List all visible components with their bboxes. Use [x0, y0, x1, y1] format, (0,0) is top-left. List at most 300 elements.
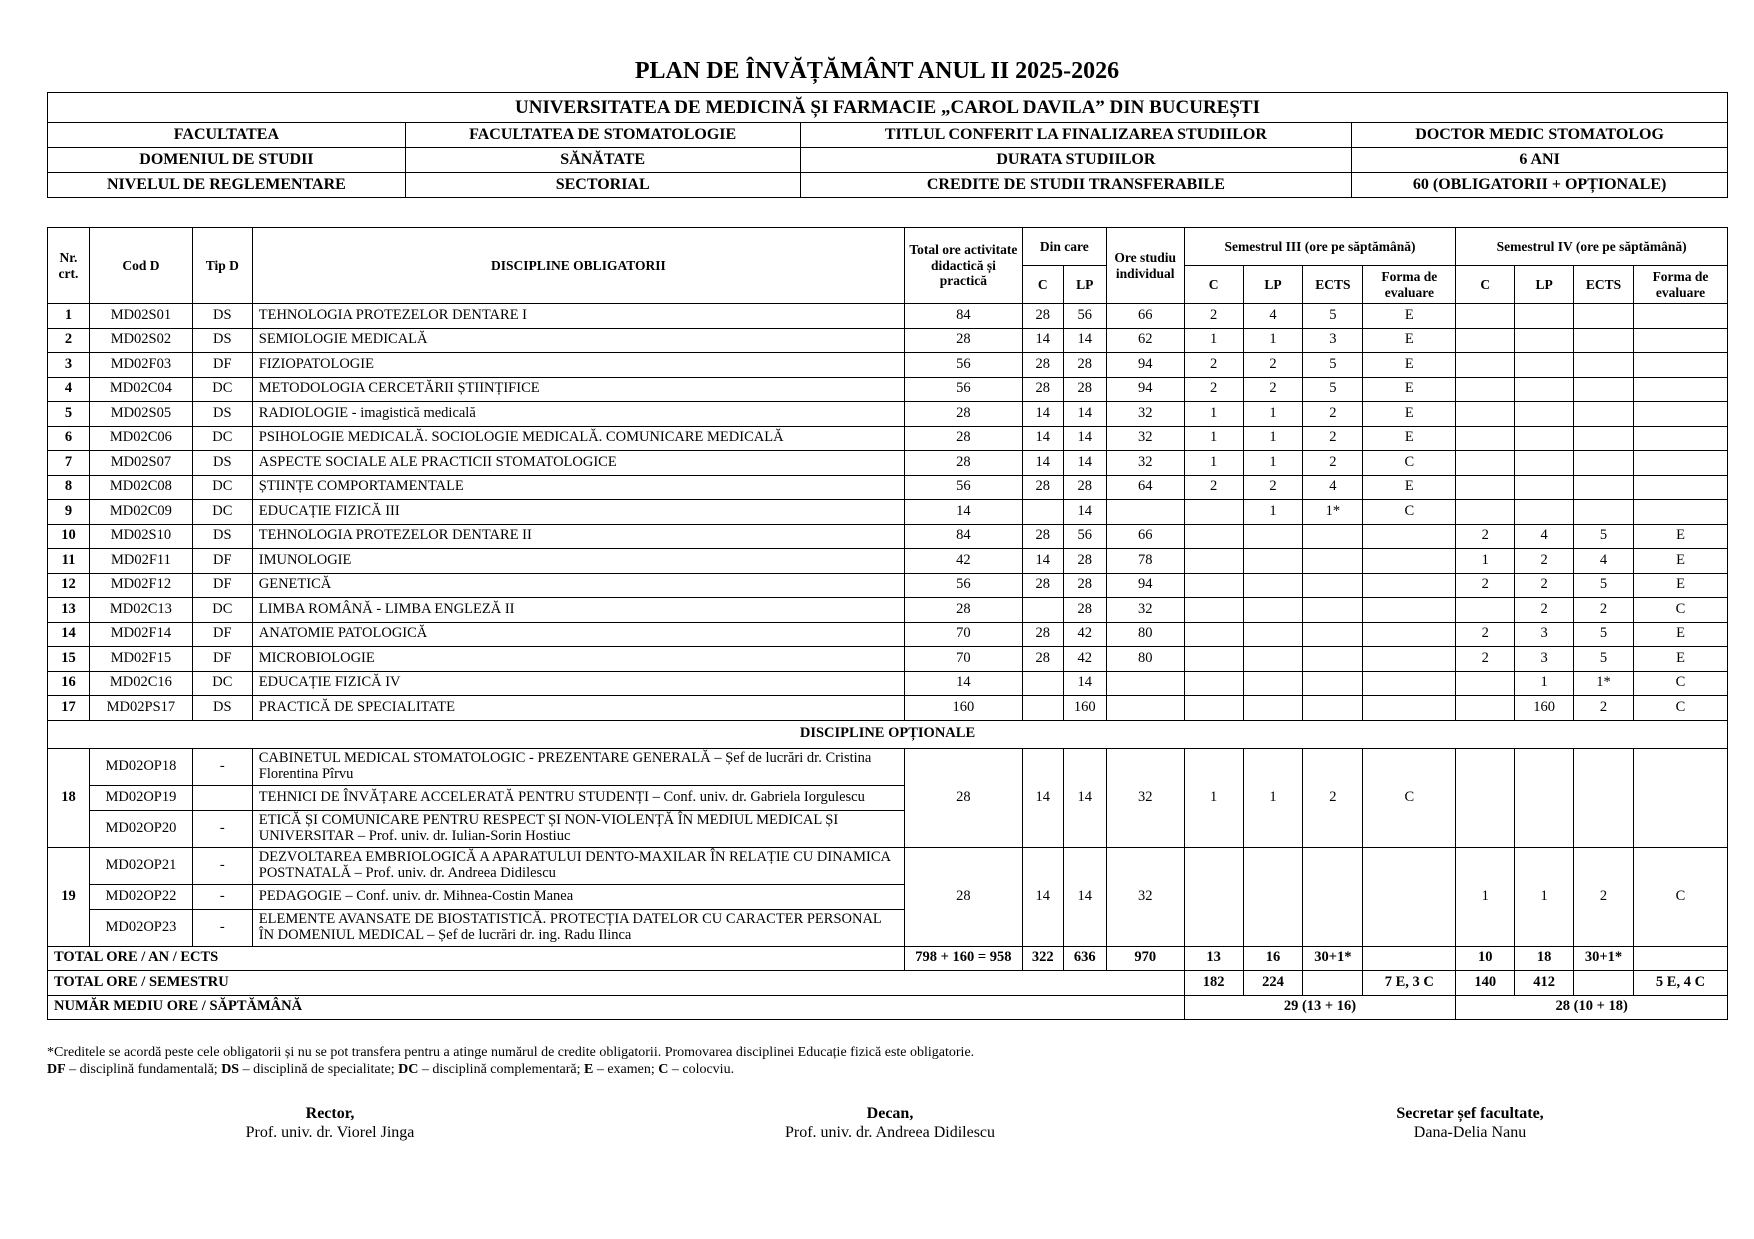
row-total: 56 [905, 353, 1023, 378]
optional-cod: MD02OP22 [89, 884, 192, 909]
row-tip: DS [192, 451, 252, 476]
signature-role: Secretar șef facultate, [1396, 1105, 1544, 1122]
row-s3f: E [1363, 402, 1456, 427]
row-s3ects: 2 [1303, 426, 1363, 451]
total-an-label: TOTAL ORE / AN / ECTS [48, 946, 905, 971]
row-cod: MD02S02 [89, 328, 192, 353]
row-cod: MD02F15 [89, 647, 192, 672]
row-s3c [1184, 549, 1243, 574]
row-s4f: C [1633, 671, 1727, 696]
row-c: 28 [1022, 647, 1063, 672]
row-s3f [1363, 573, 1456, 598]
table-row [48, 671, 1728, 696]
row-s4ects [1574, 402, 1634, 427]
row-s4c [1456, 353, 1515, 378]
row-tip: DF [192, 353, 252, 378]
row-ind: 32 [1106, 402, 1184, 427]
header-c: C [1022, 266, 1063, 304]
row-total: 28 [905, 598, 1023, 623]
row-s4ects: 1* [1574, 671, 1634, 696]
header-lp: LP [1063, 266, 1106, 304]
row-lp: 14 [1063, 402, 1106, 427]
signature-decan [740, 1104, 1040, 1142]
row-discipline: METODOLOGIA CERCETĂRII ȘTIINȚIFICE [252, 377, 904, 402]
row-nr: 7 [48, 451, 90, 476]
row-s4f: E [1633, 647, 1727, 672]
row-s3ects [1303, 573, 1363, 598]
header-ore-studiu: Ore studiu individual [1106, 228, 1184, 304]
optional-discipline: PEDAGOGIE – Conf. univ. dr. Mihnea-Costin Manea [252, 884, 904, 909]
legend-abbr: DS [221, 1062, 240, 1077]
optional-cod: MD02OP18 [89, 748, 192, 785]
row-s3lp: 1 [1243, 451, 1303, 476]
row-s3ects: 5 [1303, 304, 1363, 329]
row-lp: 56 [1063, 524, 1106, 549]
row-discipline: PRACTICĂ DE SPECIALITATE [252, 696, 904, 721]
row-s3ects [1303, 647, 1363, 672]
total-sem-s3c: 182 [1184, 971, 1243, 996]
group-s3f: C [1363, 748, 1456, 847]
row-c: 28 [1022, 475, 1063, 500]
info-value: DOCTOR MEDIC STOMATOLOG [1352, 123, 1728, 148]
signature-name: Prof. univ. dr. Viorel Jinga [245, 1124, 415, 1141]
row-s3lp: 1 [1243, 426, 1303, 451]
row-ind: 94 [1106, 573, 1184, 598]
optional-groups [48, 748, 1728, 946]
header-s4-ects: ECTS [1574, 266, 1634, 304]
row-s4c: 2 [1456, 647, 1515, 672]
row-ind [1106, 696, 1184, 721]
optional-discipline: CABINETUL MEDICAL STOMATOLOGIC - PREZENTARE GENERALĂ – Șef de lucrări dr. Cristina Florentina Pîrvu [252, 748, 904, 785]
row-s4f: C [1633, 696, 1727, 721]
total-an-s3lp: 16 [1243, 946, 1303, 971]
row-s4lp: 160 [1515, 696, 1574, 721]
info-value: SĂNĂTATE [405, 148, 800, 173]
row-lp: 28 [1063, 549, 1106, 574]
group-total: 28 [905, 847, 1023, 946]
row-s4c: 1 [1456, 549, 1515, 574]
row-s3ects [1303, 549, 1363, 574]
info-row [48, 148, 1728, 173]
row-s3lp [1243, 696, 1303, 721]
header-cod: Cod D [89, 228, 192, 304]
row-lp: 42 [1063, 647, 1106, 672]
optional-row [48, 748, 1728, 785]
row-total: 56 [905, 475, 1023, 500]
row-s4c [1456, 426, 1515, 451]
row-tip: DS [192, 304, 252, 329]
row-tip: DF [192, 647, 252, 672]
row-s3c: 2 [1184, 475, 1243, 500]
row-s3c [1184, 671, 1243, 696]
row-s3f: E [1363, 304, 1456, 329]
mandatory-disciplines [48, 304, 1728, 721]
row-ind: 78 [1106, 549, 1184, 574]
row-s3f [1363, 696, 1456, 721]
row-s3ects [1303, 524, 1363, 549]
row-s4lp: 3 [1515, 647, 1574, 672]
group-s3c [1184, 847, 1243, 946]
row-c: 28 [1022, 524, 1063, 549]
info-value: 6 ANI [1352, 148, 1728, 173]
row-s3lp [1243, 549, 1303, 574]
group-ind: 32 [1106, 847, 1184, 946]
row-s3c: 2 [1184, 304, 1243, 329]
row-discipline: PSIHOLOGIE MEDICALĂ. SOCIOLOGIE MEDICALĂ. COMUNICARE MEDICALĂ [252, 426, 904, 451]
row-cod: MD02C04 [89, 377, 192, 402]
optional-tip: - [192, 884, 252, 909]
row-s3ects [1303, 622, 1363, 647]
row-total: 42 [905, 549, 1023, 574]
row-s3lp: 1 [1243, 328, 1303, 353]
row-tip: DC [192, 598, 252, 623]
credit-note: *Creditele se acordă peste cele obligatorii și nu se pot transfera pentru a atinge numărul de credite obligatorii. Promovarea disciplinei Educație fizică este obligatorie. [47, 1045, 975, 1060]
row-s3c [1184, 696, 1243, 721]
row-tip: DC [192, 377, 252, 402]
row-s4ects [1574, 353, 1634, 378]
info-label: DOMENIUL DE STUDII [48, 148, 406, 173]
row-s4ects [1574, 475, 1634, 500]
row-discipline: ANATOMIE PATOLOGICĂ [252, 622, 904, 647]
row-total: 160 [905, 696, 1023, 721]
group-s3lp [1243, 847, 1303, 946]
row-s4ects [1574, 500, 1634, 525]
row-s4f [1633, 402, 1727, 427]
row-s3ects [1303, 598, 1363, 623]
medie-row [48, 995, 1728, 1020]
row-tip: DC [192, 475, 252, 500]
row-s4f: C [1633, 598, 1727, 623]
row-s3lp: 1 [1243, 500, 1303, 525]
row-cod: MD02C08 [89, 475, 192, 500]
row-s4f [1633, 304, 1727, 329]
row-discipline: TEHNOLOGIA PROTEZELOR DENTARE II [252, 524, 904, 549]
optional-tip: - [192, 847, 252, 884]
row-s3f [1363, 524, 1456, 549]
row-ind: 80 [1106, 647, 1184, 672]
row-s4f [1633, 451, 1727, 476]
table-row [48, 549, 1728, 574]
medie-s4: 28 (10 + 18) [1456, 995, 1728, 1020]
faculty-info-table [47, 92, 1728, 198]
info-label: TITLUL CONFERIT LA FINALIZAREA STUDIILOR [800, 123, 1352, 148]
row-s4f: E [1633, 573, 1727, 598]
curriculum-table [47, 227, 1728, 1020]
row-s4f [1633, 328, 1727, 353]
row-s3c [1184, 598, 1243, 623]
row-c [1022, 696, 1063, 721]
table-row [48, 500, 1728, 525]
optional-discipline: ELEMENTE AVANSATE DE BIOSTATISTICĂ. PROTECȚIA DATELOR CU CARACTER PERSONAL ÎN DOMENIUL MEDICAL – Șef de lucrări dr. ing. Radu Ilinca [252, 909, 904, 946]
row-s4c: 2 [1456, 573, 1515, 598]
row-c [1022, 500, 1063, 525]
row-lp: 28 [1063, 377, 1106, 402]
row-s3f: C [1363, 451, 1456, 476]
row-ind: 64 [1106, 475, 1184, 500]
group-total: 28 [905, 748, 1023, 847]
row-s4f [1633, 426, 1727, 451]
row-nr: 1 [48, 304, 90, 329]
row-cod: MD02F12 [89, 573, 192, 598]
row-s4ects: 5 [1574, 622, 1634, 647]
row-cod: MD02C13 [89, 598, 192, 623]
row-lp: 160 [1063, 696, 1106, 721]
total-sem-s3ects [1303, 971, 1363, 996]
row-s4lp: 2 [1515, 549, 1574, 574]
table-row [48, 696, 1728, 721]
row-s4c [1456, 328, 1515, 353]
row-ind: 94 [1106, 377, 1184, 402]
row-s3c: 1 [1184, 426, 1243, 451]
medie-label: NUMĂR MEDIU ORE / SĂPTĂMÂNĂ [48, 995, 1185, 1020]
row-s4ects [1574, 377, 1634, 402]
total-an-s3f [1363, 946, 1456, 971]
row-s3ects: 4 [1303, 475, 1363, 500]
total-an-ind: 970 [1106, 946, 1184, 971]
header-semestrul-4: Semestrul IV (ore pe săptămână) [1456, 228, 1728, 266]
row-s4ects: 4 [1574, 549, 1634, 574]
row-total: 14 [905, 671, 1023, 696]
row-s3lp [1243, 647, 1303, 672]
row-s3c: 1 [1184, 328, 1243, 353]
row-s4lp [1515, 475, 1574, 500]
row-ind: 62 [1106, 328, 1184, 353]
table-row [48, 524, 1728, 549]
row-tip: DC [192, 671, 252, 696]
row-s4c [1456, 598, 1515, 623]
row-tip: DS [192, 402, 252, 427]
row-cod: MD02S10 [89, 524, 192, 549]
header-discipline: DISCIPLINE OBLIGATORII [252, 228, 904, 304]
legend-text: – examen; [593, 1062, 659, 1077]
total-an-total: 798 + 160 = 958 [905, 946, 1023, 971]
legend-abbr: E [583, 1062, 594, 1077]
row-cod: MD02F11 [89, 549, 192, 574]
row-s4lp [1515, 451, 1574, 476]
group-s3f [1363, 847, 1456, 946]
legend-abbr: DF [47, 1062, 66, 1077]
row-s3ects [1303, 696, 1363, 721]
row-discipline: EDUCAȚIE FIZICĂ IV [252, 671, 904, 696]
row-discipline: TEHNOLOGIA PROTEZELOR DENTARE I [252, 304, 904, 329]
row-s3lp: 1 [1243, 402, 1303, 427]
header-s3-c: C [1184, 266, 1243, 304]
row-s3c [1184, 500, 1243, 525]
row-ind: 32 [1106, 598, 1184, 623]
row-s3ects [1303, 671, 1363, 696]
legend-abbr: C [658, 1062, 669, 1077]
row-total: 84 [905, 304, 1023, 329]
header-s3-forma: Forma de evaluare [1363, 266, 1456, 304]
optional-tip [192, 785, 252, 810]
row-s4lp [1515, 304, 1574, 329]
row-s4ects [1574, 426, 1634, 451]
row-nr: 3 [48, 353, 90, 378]
table-row [48, 647, 1728, 672]
row-cod: MD02C09 [89, 500, 192, 525]
row-s4lp [1515, 328, 1574, 353]
row-lp: 14 [1063, 426, 1106, 451]
row-cod: MD02F14 [89, 622, 192, 647]
table-row [48, 304, 1728, 329]
row-s3ects: 5 [1303, 353, 1363, 378]
legend-abbr: DC [398, 1062, 419, 1077]
signature-secretar [1320, 1104, 1620, 1142]
row-c: 28 [1022, 622, 1063, 647]
row-s4ects [1574, 304, 1634, 329]
row-nr: 13 [48, 598, 90, 623]
row-tip: DS [192, 328, 252, 353]
group-s3ects [1303, 847, 1363, 946]
row-c: 28 [1022, 304, 1063, 329]
row-s3ects: 2 [1303, 402, 1363, 427]
row-lp: 28 [1063, 573, 1106, 598]
group-c: 14 [1022, 748, 1063, 847]
row-s3c [1184, 647, 1243, 672]
row-s4f: E [1633, 549, 1727, 574]
row-s4c [1456, 671, 1515, 696]
university-name: UNIVERSITATEA DE MEDICINĂ ȘI FARMACIE „CAROL DAVILA” DIN BUCUREȘTI [48, 93, 1728, 123]
row-total: 28 [905, 451, 1023, 476]
row-total: 56 [905, 573, 1023, 598]
table-row [48, 451, 1728, 476]
total-an-row [48, 946, 1728, 971]
row-s3f [1363, 671, 1456, 696]
row-discipline: EDUCAȚIE FIZICĂ III [252, 500, 904, 525]
legend-text: – colocviu. [668, 1062, 735, 1077]
total-sem-s3f: 7 E, 3 C [1363, 971, 1456, 996]
signature-name: Dana-Delia Nanu [1413, 1124, 1527, 1141]
row-total: 28 [905, 426, 1023, 451]
row-ind: 32 [1106, 426, 1184, 451]
group-s4ects: 2 [1574, 847, 1634, 946]
row-lp: 28 [1063, 598, 1106, 623]
row-discipline: ȘTIINȚE COMPORTAMENTALE [252, 475, 904, 500]
row-c [1022, 671, 1063, 696]
group-s4lp [1515, 748, 1574, 847]
row-ind: 32 [1106, 451, 1184, 476]
header-s3-ects: ECTS [1303, 266, 1363, 304]
row-s4c [1456, 475, 1515, 500]
group-s4c [1456, 748, 1515, 847]
row-c: 14 [1022, 549, 1063, 574]
row-s4ects: 5 [1574, 524, 1634, 549]
row-cod: MD02C16 [89, 671, 192, 696]
row-nr: 14 [48, 622, 90, 647]
optional-cod: MD02OP19 [89, 785, 192, 810]
group-c: 14 [1022, 847, 1063, 946]
group-lp: 14 [1063, 748, 1106, 847]
total-sem-s4lp: 412 [1515, 971, 1574, 996]
row-cod: MD02S07 [89, 451, 192, 476]
table-row [48, 622, 1728, 647]
row-s3ects: 3 [1303, 328, 1363, 353]
row-c: 28 [1022, 353, 1063, 378]
header-din-care: Din care [1022, 228, 1106, 266]
total-an-s3ects: 30+1* [1303, 946, 1363, 971]
row-s4ects: 2 [1574, 696, 1634, 721]
row-s4c [1456, 402, 1515, 427]
row-nr: 5 [48, 402, 90, 427]
row-s4c: 2 [1456, 524, 1515, 549]
group-s3ects: 2 [1303, 748, 1363, 847]
header-total: Total ore activitate didactică și practică [905, 228, 1023, 304]
row-total: 28 [905, 402, 1023, 427]
group-ind: 32 [1106, 748, 1184, 847]
row-s4f [1633, 377, 1727, 402]
group-s4c: 1 [1456, 847, 1515, 946]
total-an-s4lp: 18 [1515, 946, 1574, 971]
group-s4ects [1574, 748, 1634, 847]
table-row [48, 426, 1728, 451]
row-s3ects: 2 [1303, 451, 1363, 476]
row-s4lp [1515, 402, 1574, 427]
info-row [48, 123, 1728, 148]
row-s4f [1633, 353, 1727, 378]
info-label: FACULTATEA [48, 123, 406, 148]
row-total: 14 [905, 500, 1023, 525]
row-s3lp [1243, 573, 1303, 598]
total-an-s4ects: 30+1* [1574, 946, 1634, 971]
row-nr: 9 [48, 500, 90, 525]
row-tip: DC [192, 426, 252, 451]
row-lp: 28 [1063, 475, 1106, 500]
row-s3lp: 2 [1243, 353, 1303, 378]
row-s3f: E [1363, 328, 1456, 353]
row-s4c [1456, 377, 1515, 402]
total-sem-s4c: 140 [1456, 971, 1515, 996]
row-ind: 66 [1106, 304, 1184, 329]
row-s4c [1456, 696, 1515, 721]
medie-s3: 29 (13 + 16) [1184, 995, 1456, 1020]
legend-text: – disciplină de specialitate; [239, 1062, 399, 1077]
row-s4f [1633, 500, 1727, 525]
table-row [48, 353, 1728, 378]
row-cod: MD02F03 [89, 353, 192, 378]
table-row [48, 598, 1728, 623]
row-s3c: 1 [1184, 451, 1243, 476]
row-s4f: E [1633, 622, 1727, 647]
row-s3c: 2 [1184, 377, 1243, 402]
row-c: 28 [1022, 573, 1063, 598]
optional-cod: MD02OP20 [89, 810, 192, 847]
row-s4ects [1574, 451, 1634, 476]
row-s3f [1363, 647, 1456, 672]
signature-role: Rector, [305, 1105, 355, 1122]
row-s3lp [1243, 622, 1303, 647]
row-ind [1106, 671, 1184, 696]
row-total: 84 [905, 524, 1023, 549]
row-s3lp [1243, 671, 1303, 696]
header-s3-lp: LP [1243, 266, 1303, 304]
row-lp: 14 [1063, 671, 1106, 696]
row-s4lp: 2 [1515, 573, 1574, 598]
row-discipline: RADIOLOGIE - imagistică medicală [252, 402, 904, 427]
row-s3f: E [1363, 353, 1456, 378]
row-c: 14 [1022, 426, 1063, 451]
row-s4lp: 4 [1515, 524, 1574, 549]
row-s4c [1456, 304, 1515, 329]
row-tip: DS [192, 524, 252, 549]
row-lp: 14 [1063, 500, 1106, 525]
row-s3lp: 4 [1243, 304, 1303, 329]
row-lp: 28 [1063, 353, 1106, 378]
header-tip: Tip D [192, 228, 252, 304]
row-s3c: 2 [1184, 353, 1243, 378]
total-an-lp: 636 [1063, 946, 1106, 971]
row-nr: 12 [48, 573, 90, 598]
row-s3lp: 2 [1243, 377, 1303, 402]
